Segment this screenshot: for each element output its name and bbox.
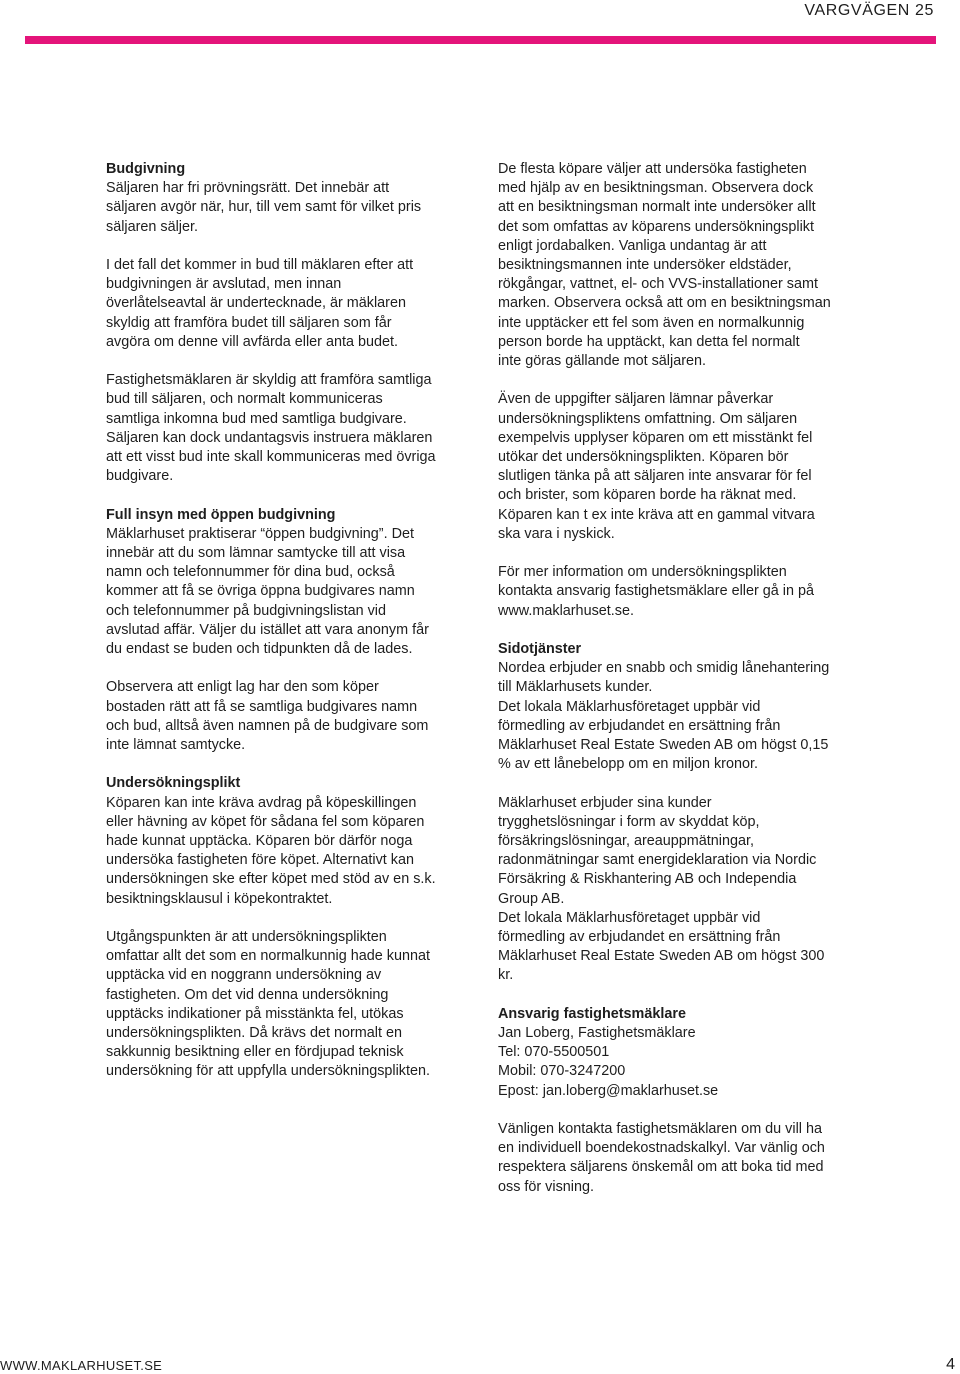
- header-accent-rule: [25, 36, 936, 44]
- paragraph-late-bids: I det fall det kommer in bud till mäklaren efter att budgivningen är avslutad, men innan överlåtelseavtal är undertecknade, är mäklaren skyldig att framföra budet till säljaren som får avgöra om denne vill avfärda eller anta budet.: [106, 257, 414, 350]
- paragraph-text: Mäklarhuset praktiserar “öppen budgivning”. Det innebär att du som lämnar samtycke till att visa namn och telefonnummer för dina bud, också kommer att få se övriga öppna budgivares namn och telefonnummer på budgivningslistan vid avslutad affär. Väljer du istället att vara anonym får du endast se buden och tidpunkten då de lades.: [106, 525, 429, 658]
- paragraph-text: Nordea erbjuder en snabb och smidig lånehantering till Mäklarhusets kunder. Det lokala Mäklarhusföretaget uppbär vid förmedling av erbjudandet en ersättning från Mäklarhuset Real Estate Sweden AB om högst 0,15 % av ett lånebelopp om en miljon kronor.: [498, 660, 830, 773]
- paragraph-seller-info: Även de uppgifter säljaren lämnar påverkar undersökningspliktens omfattning. Om säljaren exempelvis upplyser köparen om ett misstänkt fel utökar det undersökningsplikten. Köparen bör slutligen tänka på att säljaren inte ansvarar för fel och brister, som köparen borde ha räknat med. Köparen kan t ex inte kräva att en gammal vitvara ska vara i nyskick.: [498, 391, 815, 542]
- paragraph-text: Säljaren har fri prövningsrätt. Det innebär att säljaren avgör när, hur, till vem samt för vilket pris säljaren säljer.: [106, 180, 422, 235]
- paragraph-inspector: De flesta köpare väljer att undersöka fastigheten med hjälp av en besiktningsman. Observera dock att en besiktningsman normalt inte undersöker allt det som omfattas av köparens undersökningsplikt enligt jordabalken. Vanliga undantag är att besiktningsmannen inte undersöker eldstäder, rökgångar, vattnet, el- och VVS-installationer samt marken. Observera också att om en besiktningsman inte upptäcker ett fel som även en normalkunnig person borde ha upptäckt, kan detta fel normalt inte göras gällande mot säljaren.: [498, 161, 831, 370]
- document-title: VARGVÄGEN 25: [804, 2, 934, 19]
- left-column: [106, 160, 476, 1082]
- heading-open-bidding: Full insyn med öppen budgivning: [106, 506, 336, 523]
- paragraph-side-services: [498, 640, 863, 774]
- heading-side-services: Sidotjänster: [498, 641, 582, 658]
- heading-responsible-agent: Ansvarig fastighetsmäklare: [498, 1005, 686, 1022]
- paragraph-contact-request: Vänligen kontakta fastighetsmäklaren om du vill ha en individuell boendekostnadskalkyl. Var vänlig och respektera säljarens önskemål om att boka tid med oss för visning.: [498, 1121, 825, 1195]
- right-column: [498, 160, 863, 1197]
- paragraph-inspection-duty: [106, 774, 476, 908]
- heading-inspection-duty: Undersökningsplikt: [106, 775, 241, 792]
- paragraph-insurance-services: Mäklarhuset erbjuder sina kunder trygghetslösningar i form av skyddat köp, försäkringslösningar, areauppmätningar, radonmätningar samt energideklaration via Nordic Försäkring & Riskhantering AB och Independia Group AB. Det lokala Mäklarhusföretaget uppbär vid förmedling av erbjudandet en ersättning från Mäklarhuset Real Estate Sweden AB om högst 300 kr.: [498, 794, 825, 984]
- paragraph-inspection-scope: Utgångspunkten är att undersökningsplikten omfattar allt det som en normalkunnig hade kunnat upptäcka vid en noggrann undersökning av fastigheten. Om det vid denna undersökning upptäcks indikationer på misstänkta fel, utökas undersökningsplikten. Då krävs det normalt en sakkunnig besiktning eller en fördjupad teknisk undersökning för att uppfylla undersökningsplikten.: [106, 929, 430, 1080]
- heading-budgivning: Budgivning: [106, 161, 186, 177]
- paragraph-more-info: För mer information om undersökningsplikten kontakta ansvarig fastighetsmäklare eller gå in på www.maklarhuset.se.: [498, 564, 814, 619]
- paragraph-open-bidding: [106, 506, 476, 660]
- footer-website-link[interactable]: WWW.MAKLARHUSET.SE: [0, 1358, 163, 1373]
- paragraph-responsible-agent: [498, 1005, 863, 1101]
- paragraph-budgivning: [106, 160, 476, 237]
- page-number: 4: [946, 1356, 955, 1373]
- paragraph-text: Köparen kan inte kräva avdrag på köpeskillingen eller hävning av köpet för sådana fel som köparen hade kunnat upptäcka. Köparen bör därför noga undersöka fastigheten före köpet. Alternativt kan undersökningen ske efter köpet med stöd av en s.k. besiktningsklausul i köpekontraktet.: [106, 794, 436, 907]
- agent-contact-details: Jan Loberg, Fastighetsmäklare Tel: 070-5500501 Mobil: 070-3247200 Epost: jan.loberg@maklarhuset.se: [498, 1025, 719, 1099]
- paragraph-communication: Fastighetsmäklaren är skyldig att framföra samtliga bud till säljaren, och normalt kommuniceras samtliga inkomna bud med samtliga budgivare. Säljaren kan dock undantagsvis instruera mäklaren att ett visst bud inte skall kommuniceras med övriga budgivare.: [106, 372, 436, 485]
- paragraph-buyer-rights: Observera att enligt lag har den som köper bostaden rätt att få se samtliga budgivares namn och bud, alltså även namnen på de budgivare som inte lämnat samtycke.: [106, 679, 429, 754]
